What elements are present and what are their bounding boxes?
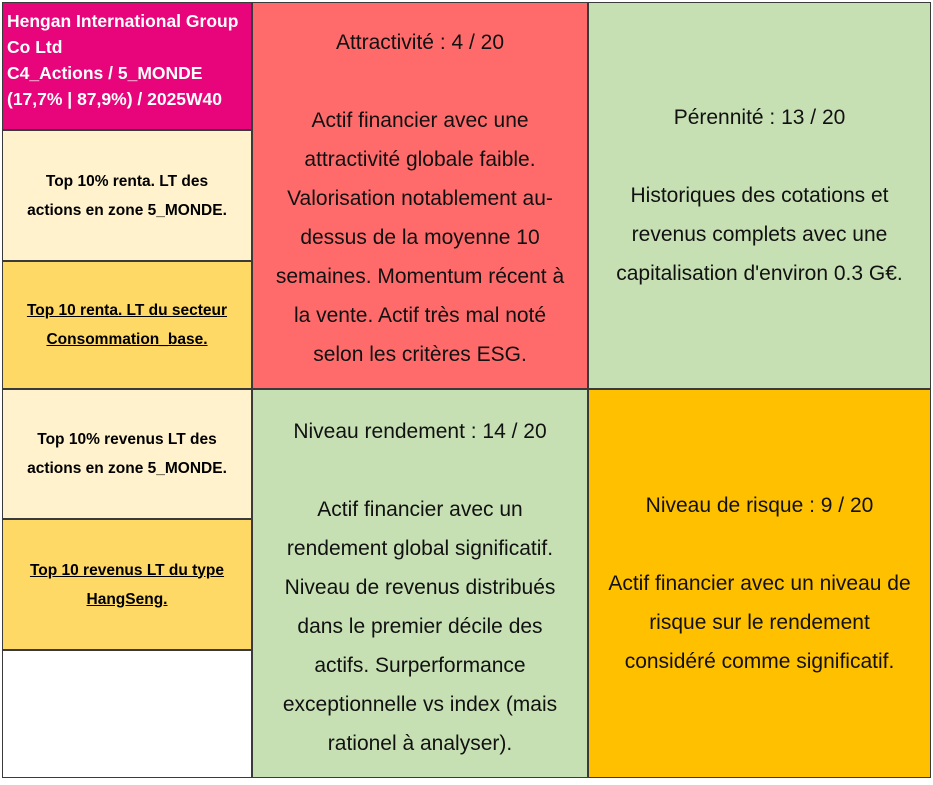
attractivite-text-line: dessus de la moyenne 10 <box>300 226 540 249</box>
top-revenus-type-line1[interactable]: Top 10 revenus LT du type <box>29 561 225 579</box>
attractivite-text-line: Actif financier avec une <box>311 109 529 132</box>
risque-text-line: risque sur le rendement <box>649 611 870 634</box>
risque-text-line: Actif financier avec un niveau de <box>608 572 911 595</box>
attractivite-text-line: semaines. Momentum récent à <box>275 265 565 288</box>
top-renta-sector-box[interactable] <box>2 261 252 389</box>
top-renta-zone-box <box>2 130 252 261</box>
top-renta-zone-line1: Top 10% renta. LT des <box>45 172 209 190</box>
rendement-panel <box>252 389 588 778</box>
top-renta-sector-line1[interactable]: Top 10 renta. LT du secteur <box>26 302 228 319</box>
asset-category: C4_Actions / 5_MONDE <box>7 63 203 83</box>
risque-text-line: considéré comme significatif. <box>624 650 895 673</box>
rendement-title: Niveau rendement : 14 / 20 <box>293 420 547 443</box>
top-revenus-type-box[interactable] <box>2 519 252 650</box>
attractivite-text-line: selon les critères ESG. <box>313 343 527 366</box>
risque-title: Niveau de risque : 9 / 20 <box>645 494 874 517</box>
perennite-text-line: capitalisation d'environ 0.3 G€. <box>616 262 903 285</box>
attractivite-title: Attractivité : 4 / 20 <box>335 31 505 54</box>
rendement-text-line: Actif financier avec un <box>317 498 523 521</box>
top-revenus-zone-box <box>2 389 252 519</box>
asset-stats-period: (17,7% | 87,9%) / 2025W40 <box>7 89 223 109</box>
attractivite-panel <box>252 2 588 389</box>
top-renta-zone-line2: actions en zone 5_MONDE. <box>27 201 227 219</box>
asset-name-line2: Co Ltd <box>7 37 63 57</box>
top-revenus-zone-line2: actions en zone 5_MONDE. <box>27 460 227 477</box>
rendement-text-line: actifs. Surperformance <box>314 654 526 677</box>
rendement-text-line: rendement global significatif. <box>286 537 554 560</box>
perennite-text-line: revenus complets avec une <box>631 223 888 246</box>
perennite-panel <box>588 2 931 389</box>
rendement-text-line: rationel à analyser). <box>327 732 513 755</box>
top-revenus-zone-line1: Top 10% revenus LT des <box>37 431 217 448</box>
rendement-text-line: exceptionnelle vs index (mais <box>282 693 558 716</box>
attractivite-text-line: attractivité globale faible. <box>304 148 536 171</box>
perennite-text-line: Historiques des cotations et <box>630 184 889 207</box>
empty-cell <box>2 650 252 778</box>
rendement-text-line: dans le premier décile des <box>297 615 543 638</box>
asset-name-line1: Hengan International Group <box>7 11 239 31</box>
risque-panel <box>588 389 931 778</box>
attractivite-text-line: la vente. Actif très mal noté <box>293 304 547 327</box>
perennite-title: Pérennité : 13 / 20 <box>673 106 846 129</box>
top-revenus-type-line2[interactable]: HangSeng. <box>86 590 168 608</box>
attractivite-text-line: Valorisation notablement au- <box>287 187 553 210</box>
top-renta-sector-line2[interactable]: Consommation_base. <box>46 331 208 348</box>
rendement-text-line: Niveau de revenus distribués <box>284 576 556 599</box>
asset-header <box>2 2 252 130</box>
